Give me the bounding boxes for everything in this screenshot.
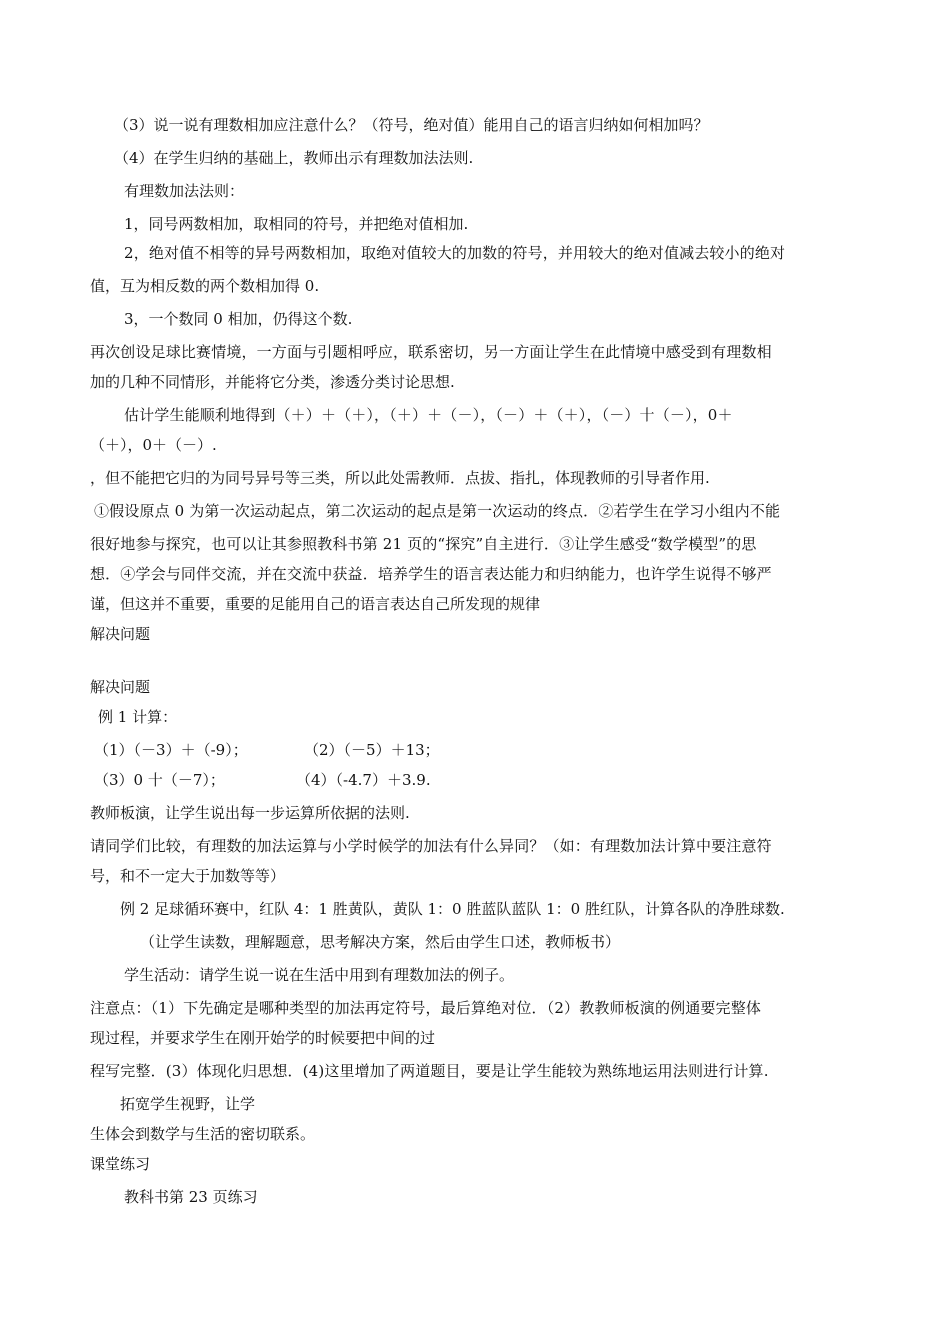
text-line: 估计学生能顺利地得到（＋）＋（＋），（＋）＋（－），（－）＋（＋），（－）十（－），0＋ [124, 406, 733, 424]
section-heading: 解决问题 [90, 625, 151, 643]
text-line: 1，同号两数相加，取相同的符号，并把绝对值相加. [124, 215, 469, 233]
text-line: 值，互为相反数的两个数相加得 0. [90, 277, 320, 295]
text-line: 教师板演，让学生说出每一步运算所依据的法则. [90, 804, 410, 822]
text-line: 谨，但这并不重要，重要的足能用自己的语言表达自己所发现的规律 [90, 595, 541, 613]
text-line: 例 2 足球循环赛中，红队 4：1 胜黄队，黄队 1：0 胜蓝队蓝队 1：0 胜红队，计算各队的净胜球数. [120, 900, 785, 918]
text-line: 加的几种不同情形，并能将它分类，渗透分类讨论思想. [90, 373, 455, 391]
text-line: 想．④学会与同伴交流，并在交流中获益．培养学生的语言表达能力和归纳能力，也许学生说得不够严 [90, 565, 772, 583]
section-heading: 解决问题 [90, 678, 151, 696]
exercise-item: （3）0 十（－7）； [94, 771, 225, 789]
text-line: 号，和不一定大于加数等等） [90, 867, 286, 885]
text-line: （4）在学生归纳的基础上，教师出示有理数加法法则. [114, 149, 474, 167]
exercise-item: （4）（-4.7）＋3.9. [296, 771, 431, 789]
text-line: （让学生读数，理解题意，思考解决方案，然后由学生口述，教师板书） [140, 933, 621, 951]
text-line: ①假设原点 0 为第一次运动起点，第二次运动的起点是第一次运动的终点．②若学生在学习小组内不能 [94, 502, 781, 520]
text-line: 很好地参与探究，也可以让其参照教科书第 21 页的“探究”自主进行．③让学生感受“数学模型”的思 [90, 535, 757, 553]
text-line: 请同学们比较，有理数的加法运算与小学时候学的加法有什么异同？（如：有理数加法计算中要注意符 [90, 837, 772, 855]
section-heading: 课堂练习 [90, 1155, 151, 1173]
text-line: 学生活动：请学生说一说在生活中用到有理数加法的例子。 [124, 966, 515, 984]
text-line: 生体会到数学与生活的密切联系。 [90, 1125, 316, 1143]
text-line: 3，一个数同 0 相加，仍得这个数. [124, 310, 353, 328]
text-line: 再次创设足球比赛情境，一方面与引题相呼应，联系密切，另一方面让学生在此情境中感受到有理数相 [90, 343, 772, 361]
example-title: 例 1 计算： [98, 708, 178, 726]
text-line: （＋），0＋（－）. [90, 436, 217, 454]
text-line: 注意点：（1）下先确定是哪种类型的加法再定符号，最后算绝对位．（2）教教师板演的例通要完整体 [90, 999, 761, 1017]
text-line: 现过程，并要求学生在刚开始学的时候要把中间的过 [90, 1029, 436, 1047]
exercise-item: （2）（－5）＋13； [304, 741, 440, 759]
text-line: 程写完整．(3）体现化归思想．(4)这里增加了两道题目，要是让学生能较为熟练地运用法则进行计算. [90, 1062, 769, 1080]
text-line: 教科书第 23 页练习 [124, 1188, 258, 1206]
text-line: 拓宽学生视野，让学 [120, 1095, 256, 1113]
text-line: ，但不能把它归的为同号异号等三类，所以此处需教师．点拔、指扎，体现教师的引导者作用. [90, 469, 710, 487]
text-line: 2，绝对值不相等的异号两数相加，取绝对值较大的加数的符号，并用较大的绝对值减去较小的绝对 [124, 244, 786, 262]
exercise-item: （1）（－3）＋（-9）； [94, 741, 248, 759]
text-line: （3）说一说有理数相加应注意什么？（符号，绝对值）能用自己的语言归纳如何相加吗？ [114, 116, 709, 134]
text-line: 有理数加法法则： [124, 182, 245, 200]
